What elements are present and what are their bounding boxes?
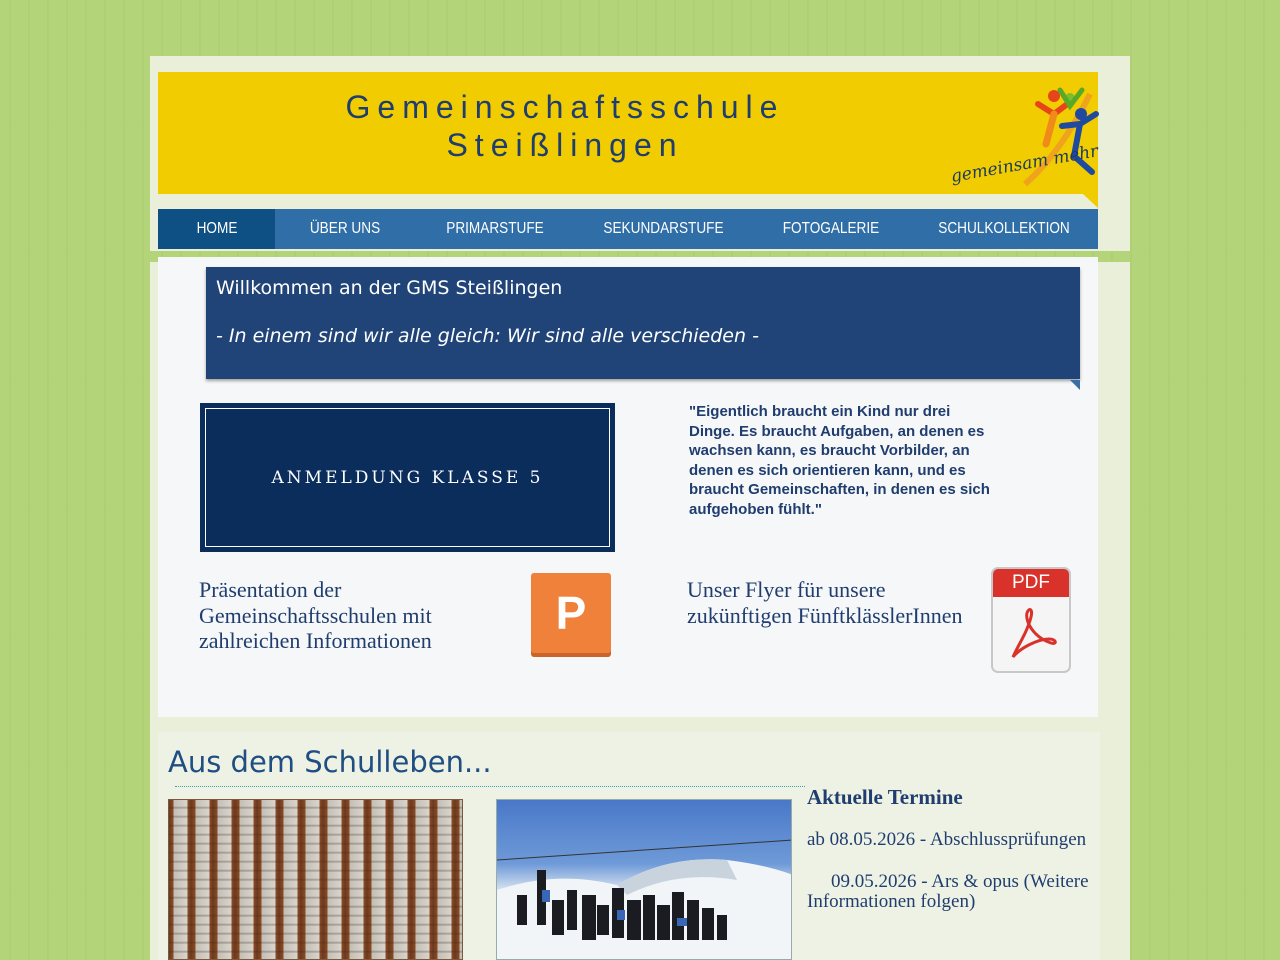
nav-item-sekundarstufe[interactable]: SEKUNDARSTUFE	[603, 220, 724, 237]
nav-item-home[interactable]	[158, 209, 275, 249]
logo-text: gemeinsam mehr	[949, 141, 1100, 187]
powerpoint-icon[interactable]: P	[531, 573, 611, 653]
gemeinsam-mehr-logo[interactable]	[940, 84, 1100, 189]
nav-item-ueber-uns[interactable]: ÜBER UNS	[309, 220, 381, 237]
welcome-title: Willkommen an der GMS Steißlingen	[216, 277, 563, 299]
schulleben-title: Aus dem Schulleben...	[168, 745, 492, 779]
nav-item-schulkollektion[interactable]: SCHULKOLLEKTION	[938, 220, 1070, 237]
welcome-fold	[1070, 380, 1080, 390]
section-divider	[175, 786, 805, 787]
site-title-line1[interactable]: Gemeinschaftsschule	[345, 89, 785, 125]
pdf-icon-label: PDF	[993, 569, 1069, 597]
termine-title: Aktuelle Termine	[807, 785, 963, 809]
header-fold	[1083, 194, 1098, 208]
nav-item-home-label: HOME	[196, 220, 237, 237]
photo-wall-texture	[169, 800, 462, 959]
presentation-text: Präsentation der Gemeinschaftsschulen mit zahlreichen Informationen	[199, 577, 432, 653]
schulleben-photo-wall[interactable]	[168, 799, 463, 960]
termin-item-2: 09.05.2026 - Ars & opus (Weitere Informationen folgen)	[807, 871, 1089, 912]
welcome-subtitle: - In einem sind wir alle gleich: Wir sind alle verschieden -	[216, 325, 759, 347]
quote-text: "Eigentlich braucht ein Kind nur drei Dinge. Es braucht Aufgaben, an denen es wachsen kann, es braucht Vorbilder, an denen es sich orientieren kann, und es braucht Gemeinschaften, in denen es sich aufgehoben fühlt."	[689, 403, 990, 518]
site-title-line2[interactable]: Steißlingen	[446, 127, 684, 163]
ski-scene	[497, 800, 792, 960]
flyer-text: Unser Flyer für unsere zukünftigen FünftklässlerInnen	[687, 577, 963, 628]
main-nav	[158, 209, 1098, 249]
nav-item-fotogalerie[interactable]: FOTOGALERIE	[782, 220, 880, 237]
anmeldung-klasse-5-button[interactable]	[200, 403, 615, 552]
termin-item-1: ab 08.05.2026 - Abschlussprüfungen	[807, 829, 1087, 850]
acrobat-logo-icon	[1003, 603, 1061, 665]
site-title[interactable]	[170, 88, 960, 164]
anmeldung-label: ANMELDUNG KLASSE 5	[205, 408, 610, 547]
nav-item-primarstufe[interactable]: PRIMARSTUFE	[446, 220, 544, 237]
pdf-icon[interactable]	[991, 567, 1071, 673]
schulleben-photo-ski-trip[interactable]	[496, 799, 792, 960]
